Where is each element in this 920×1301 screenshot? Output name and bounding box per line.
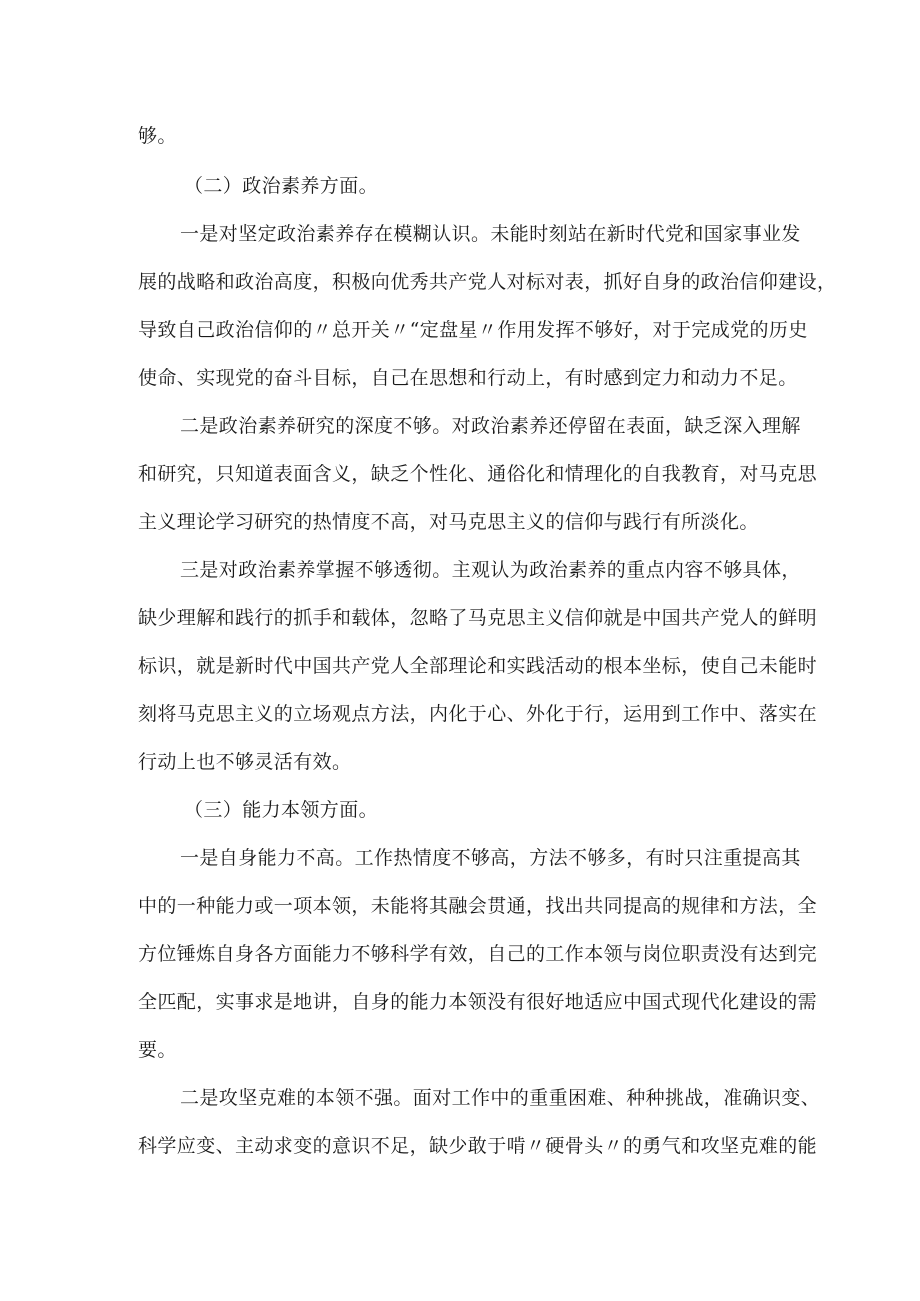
paragraph-line: 使命、实现党的奋斗目标，自己在思想和行动上，有时感到定力和动力不足。 [138,367,798,389]
paragraph-line: 导致自己政治信仰的〃总开关〃“定盘星〃作用发挥不够好，对于完成党的历史 [138,319,808,341]
paragraph-line: 主义理论学习研究的热情度不高，对马克思主义的信仰与践行有所淡化。 [138,511,759,533]
paragraph-line: 二是政治素养研究的深度不够。对政治素养还停留在表面，缺乏深入理解 [180,415,801,437]
paragraph-line: 科学应变、主动求变的意识不足，缺少敢于啃〃硬骨头〃的勇气和攻坚克难的能 [138,1135,818,1157]
paragraph-line: 一是自身能力不高。工作热情度不够高，方法不够多，有时只注重提高其 [180,847,801,869]
paragraph-line: 标识，就是新时代中国共产党人全部理论和实践活动的根本坐标，使自己未能时 [138,655,818,677]
paragraph-line: 全匹配，实事求是地讲，自身的能力本领没有很好地适应中国式现代化建设的需 [138,991,818,1013]
paragraph-line: 展的战略和政治高度，积极向优秀共产党人对标对表，抓好自身的政治信仰建设， [138,271,837,293]
paragraph-line: 缺少理解和践行的抓手和载体，忽略了马克思主义信仰就是中国共产党人的鲜明 [138,607,818,629]
paragraph-line: 要。 [138,1039,177,1061]
intro-tail-line: 够。 [138,125,177,147]
paragraph-line: 中的一种能力或一项本领，未能将其融会贯通，找出共同提高的规律和方法，全 [138,895,818,917]
paragraph-line: 和研究，只知道表面含义，缺乏个性化、通俗化和情理化的自我教育，对马克思 [138,463,818,485]
paragraph-line: 行动上也不够灵活有效。 [138,751,352,773]
section-2-heading: （二）政治素养方面。 [184,175,379,197]
paragraph-line: 刻将马克思主义的立场观点方法，内化于心、外化于行，运用到工作中、落实在 [138,703,818,725]
paragraph-line: 三是对政治素养掌握不够透彻。主观认为政治素养的重点内容不够具体， [180,559,801,581]
paragraph-line: 二是攻坚克难的本领不强。面对工作中的重重困难、种种挑战，准确识变、 [180,1087,821,1109]
section-3-heading: （三）能力本领方面。 [184,799,379,821]
paragraph-line: 方位锤炼自身各方面能力不够科学有效，自己的工作本领与岗位职责没有达到完 [138,943,818,965]
paragraph-line: 一是对坚定政治素养存在模糊认识。未能时刻站在新时代党和国家事业发 [180,223,801,245]
